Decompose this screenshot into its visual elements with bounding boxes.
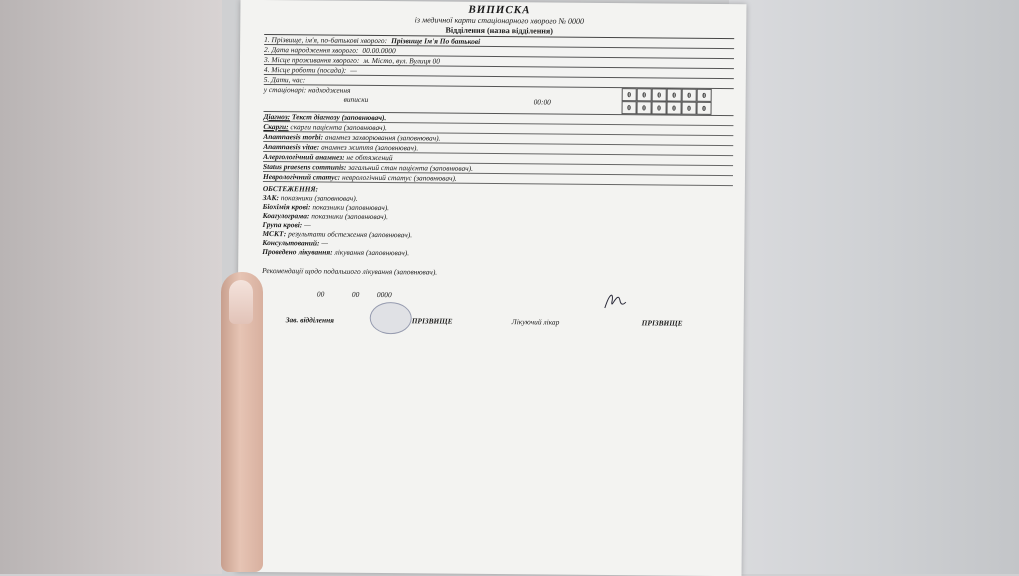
diagnosis-text: Текст діагнозу (заповнювач). bbox=[291, 112, 387, 123]
treatment-label: Проведено лікування: bbox=[262, 247, 333, 257]
allergy-label: Алергологічний анамнез: bbox=[263, 152, 345, 162]
diagnosis-label: Діагноз: bbox=[263, 112, 291, 122]
consult-text: — bbox=[321, 238, 328, 248]
work-value: — bbox=[350, 65, 357, 75]
patient-name-value: Прізвище Ім'я По батькові bbox=[391, 36, 481, 46]
work-label: 4. Місце роботи (посада): bbox=[263, 65, 347, 75]
date-row bbox=[262, 285, 732, 319]
coag-text: показники (заповнювач). bbox=[311, 211, 389, 222]
date-month: 00 bbox=[351, 289, 360, 299]
exams-section bbox=[262, 184, 733, 279]
anamnesis-morbi-label: Anamnaesis morbi: bbox=[263, 132, 324, 142]
patient-name-label: 1. Прізвище, ім'я, по-батькові хворого: bbox=[264, 35, 388, 46]
biochem-label: Біохімія крові: bbox=[262, 202, 311, 212]
neuro-text: неврологічний статус (заповнювач). bbox=[341, 172, 457, 183]
digit-box: 0 bbox=[697, 102, 712, 115]
biochem-text: показники (заповнювач). bbox=[312, 202, 390, 213]
address-label: 3. Місце проживання хворого: bbox=[263, 55, 360, 65]
dob-value: 00.00.0000 bbox=[362, 45, 396, 56]
anamnesis-morbi-text: анамнез захворювання (заповнювач). bbox=[324, 132, 441, 143]
ct-text: результати обстеження (заповнювач). bbox=[288, 229, 413, 240]
blood-group-label: Група крові: bbox=[262, 220, 303, 230]
fingernail bbox=[229, 280, 253, 324]
department-stamp bbox=[370, 302, 412, 334]
date-digit-boxes bbox=[622, 88, 712, 115]
status-label: Status praesens communis: bbox=[263, 162, 347, 172]
digit-box: 0 bbox=[682, 89, 697, 102]
ct-label: МСКТ: bbox=[262, 229, 287, 239]
digit-box: 0 bbox=[682, 102, 697, 115]
document-title: ВИПИСКА bbox=[468, 3, 531, 17]
anamnesis-vitae-text: анамнез життя (заповнювач). bbox=[321, 142, 419, 153]
document-subtitle: із медичної карти стаціонарного хворого № 0000 bbox=[414, 15, 585, 26]
doctor-label: Лікуючий лікар bbox=[511, 317, 560, 327]
stay-dates bbox=[264, 85, 734, 116]
digit-box: 0 bbox=[637, 88, 652, 101]
cbc-text: показники (заповнювач). bbox=[280, 193, 358, 203]
head-name: ПРІЗВИЩЕ bbox=[411, 316, 453, 326]
doctor-signature bbox=[602, 288, 628, 314]
dob-label: 2. Дата народження хворого: bbox=[264, 45, 359, 55]
background-left bbox=[0, 0, 222, 574]
doctor-name: ПРІЗВИЩЕ bbox=[641, 318, 683, 328]
neuro-label: Неврологічний статус: bbox=[262, 172, 341, 182]
admission-digits bbox=[622, 88, 712, 102]
discharge-document bbox=[236, 0, 747, 576]
digit-box: 0 bbox=[652, 88, 667, 101]
cbc-label: ЗАК: bbox=[262, 193, 279, 203]
treatment-text: лікування (заповнювач). bbox=[334, 247, 410, 258]
complaints-text: скарги пацієнта (заповнювач). bbox=[290, 122, 387, 133]
discharge-label: виписки bbox=[343, 94, 369, 104]
digit-box: 0 bbox=[622, 101, 637, 114]
status-text: загальний стан пацієнта (заповнювач). bbox=[348, 162, 473, 173]
allergy-text: не обтяжений bbox=[346, 152, 393, 163]
date-day: 00 bbox=[316, 289, 325, 299]
coag-label: Коагулограма: bbox=[262, 211, 310, 221]
document-content bbox=[262, 2, 735, 333]
dates-label: 5. Дати, час: bbox=[263, 75, 306, 85]
admission-time: 00:00 bbox=[533, 97, 551, 107]
digit-box: 0 bbox=[667, 102, 682, 115]
complaints-label: Скарги: bbox=[263, 122, 289, 132]
digit-box: 0 bbox=[622, 88, 637, 101]
digit-box: 0 bbox=[652, 101, 667, 114]
blood-group-text: — bbox=[304, 220, 311, 230]
admission-label: у стаціонарі: надходження bbox=[263, 85, 351, 95]
background-right bbox=[729, 0, 1019, 574]
transfer-note: Рекомендації щодо подальшого лікування (заповнювач). bbox=[262, 266, 438, 277]
discharge-digits bbox=[622, 101, 712, 115]
stay-labels bbox=[264, 85, 534, 113]
exams-title: ОБСТЕЖЕННЯ: bbox=[262, 184, 319, 194]
digit-box: 0 bbox=[667, 89, 682, 102]
signature-row bbox=[262, 315, 732, 333]
address-value: м. Місто, вул. Вулиця 00 bbox=[363, 55, 441, 66]
consult-label: Консультований: bbox=[262, 238, 320, 248]
date-year: 0000 bbox=[376, 290, 392, 300]
department-name: Відділення (назва відділення) bbox=[264, 24, 734, 39]
anamnesis-vitae-label: Anamnaesis vitae: bbox=[263, 142, 320, 152]
head-label: Зав. відділення bbox=[285, 315, 335, 325]
digit-box: 0 bbox=[697, 89, 712, 102]
digit-box: 0 bbox=[637, 101, 652, 114]
